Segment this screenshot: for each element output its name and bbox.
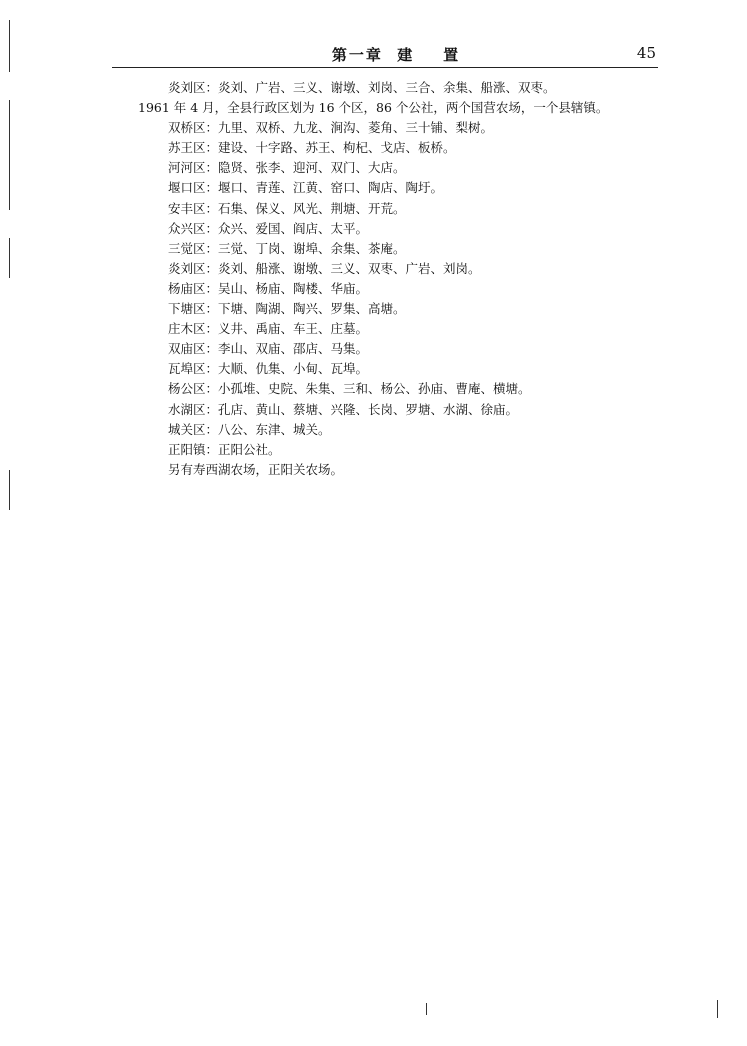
paragraph: 杨公区：小孤堆、史院、朱集、三和、杨公、孙庙、曹庵、横塘。: [168, 381, 531, 397]
left-margin-mark: [9, 20, 10, 72]
paragraph: 双桥区：九里、双桥、九龙、涧沟、菱角、三十铺、梨树。: [168, 120, 494, 136]
paragraph: 另有寿西湖农场，正阳关农场。: [168, 461, 344, 477]
paragraph: 众兴区：众兴、爱国、阎店、太平。: [168, 220, 369, 236]
paragraph: 杨庙区：吴山、杨庙、陶楼、华庙。: [168, 280, 369, 296]
paragraph: 苏王区：建设、十字路、苏王、枸杞、戈店、板桥。: [168, 140, 456, 156]
paragraph: 双庙区：李山、双庙、邵店、马集。: [168, 341, 369, 357]
page-number: 45: [636, 44, 656, 62]
left-margin-mark: [9, 470, 10, 510]
body-text: [138, 78, 658, 480]
right-margin-mark: [717, 1000, 718, 1018]
paragraph: 炎刘区：炎刘、广岩、三义、谢墩、刘岗、三合、余集、船涨、双枣。: [168, 80, 556, 95]
paragraph: 正阳镇：正阳公社。: [168, 441, 281, 457]
paragraph: 瓦埠区：大顺、仇集、小甸、瓦埠。: [168, 361, 369, 377]
running-header: [136, 44, 656, 66]
left-margin-mark: [9, 238, 10, 278]
paragraph: 城关区：八公、东津、城关。: [168, 421, 331, 437]
paragraph: 三觉区：三觉、丁岗、谢埠、余集、茶庵。: [168, 240, 406, 256]
bottom-mark: [426, 1003, 427, 1015]
paragraph: 水湖区：孔店、黄山、蔡塘、兴隆、长岗、罗塘、水湖、徐庙。: [168, 401, 519, 417]
paragraph: 庄木区：义井、禹庙、车王、庄墓。: [168, 321, 369, 337]
header-rule: [112, 67, 658, 68]
paragraph: 下塘区：下塘、陶湖、陶兴、罗集、高塘。: [168, 301, 406, 317]
left-margin-mark: [9, 100, 10, 210]
paragraph: 安丰区：石集、保义、风光、荆塘、开荒。: [168, 200, 406, 216]
chapter-title: 第一章 建 置: [331, 46, 461, 64]
paragraph: 堰口区：堰口、青莲、江黄、窑口、陶店、陶圩。: [168, 180, 444, 196]
paragraph: 炎刘区：炎刘、船涨、谢墩、三义、双枣、广岩、刘岗。: [168, 260, 481, 276]
paragraph: 1961 年 4 月，全县行政区划为 16 个区，86 个公社，两个国营农场，一个县辖镇。: [138, 100, 609, 116]
paragraph: 河河区：隐贤、张李、迎河、双门、大店。: [168, 160, 406, 176]
